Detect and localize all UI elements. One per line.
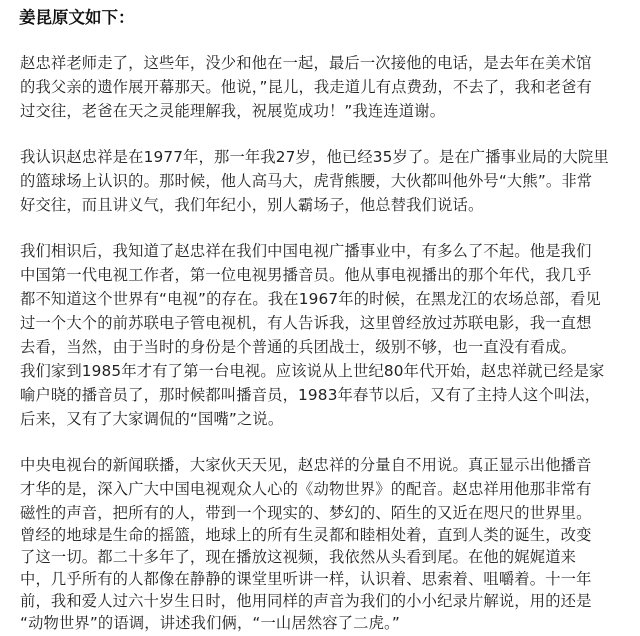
paragraph-3-line-3: 都不知道这个世界有“电视”的存在。我在1967年的时候，在黑龙江的农场总部，看见: [20, 290, 601, 308]
paragraph-4-line-8: “动物世界”的语调，讲述我们俩，“一山居然容了二虎。”: [20, 614, 400, 632]
paragraph-4-line-2: 才华的是，深入广大中国电视观众人心的《动物世界》的配音。赵忠祥用他那非常有: [20, 480, 592, 498]
paragraph-3-line-5: 去看，当然，由于当时的身份是个普通的兵团战士，级别不够，也一直没有看成。: [20, 338, 577, 356]
paragraph-1-line-1: 赵忠祥老师走了，这些年，没少和他在一起，最后一次接他的电话，是去年在美术馆: [20, 54, 592, 72]
paragraph-3-line-6: 我们家到1985年才有了第一台电视。应该说从上世纪80年代开始，赵忠祥就已经是家: [20, 362, 605, 380]
paragraph-2-line-2: 的篮球场上认识的。那时候，他人高马大，虎背熊腰，大伙都叫他外号“大熊”。非常: [20, 172, 593, 190]
paragraph-4-line-7: 前，我和爱人过六十岁生日时，他用同样的声音为我们的小小纪录片解说，用的还是: [20, 592, 592, 610]
paragraph-1-line-2: 的我父亲的遗作展开幕那天。他说，”昆儿，我走道儿有点费劲，不去了，我和老爸有: [20, 78, 592, 96]
paragraph-4-line-3: 磁性的声音，把所有的人，带到一个现实的、梦幻的、陌生的又近在咫尺的世界里。: [20, 504, 592, 522]
paragraph-4-line-4: 曾经的地球是生命的摇篮，地球上的所有生灵都和睦相处着，直到人类的诞生，改变: [20, 526, 592, 544]
paragraph-3-line-8: 后来，又有了大家调侃的“国嘴”之说。: [20, 410, 284, 428]
paragraph-4-line-1: 中央电视台的新闻联播，大家伙天天见，赵忠祥的分量自不用说。真正显示出他播音: [20, 456, 592, 474]
paragraph-4-line-6: 中，几乎所有的人都像在静静的课堂里听讲一样，认识着、思索着、咀嚼着。十一年: [20, 570, 592, 588]
paragraph-3-line-1: 我们相识后，我知道了赵忠祥在我们中国电视广播事业中，有多么了不起。他是我们: [20, 242, 592, 260]
paragraph-3-line-2: 中国第一代电视工作者，第一位电视男播音员。他从事电视播出的那个年代，我几乎: [20, 266, 592, 284]
paragraph-2-line-1: 我认识赵忠祥是在1977年，那一年我27岁，他已经35岁了。是在广播事业局的大院里: [20, 148, 609, 166]
paragraph-2-line-3: 好交往，而且讲义气，我们年纪小，别人霸场子，他总替我们说话。: [20, 196, 484, 214]
paragraph-4-line-5: 了这一切。都二十多年了，现在播放这视频，我依然从头看到尾。在他的娓娓道来: [20, 548, 577, 566]
paragraph-1-line-3: 过交往，老爸在天之灵能理解我，祝展览成功！”我连连道谢。: [20, 102, 446, 120]
article-title: 姜昆原文如下：: [19, 8, 135, 27]
paragraph-3-line-4: 过一个大个的前苏联电子管电视机，有人告诉我，这里曾经放过苏联电影，我一直想: [20, 314, 592, 332]
paragraph-3-line-7: 喻户晓的播音员了，那时候都叫播音员，1983年春节以后，又有了主持人这个叫法，: [20, 386, 601, 404]
